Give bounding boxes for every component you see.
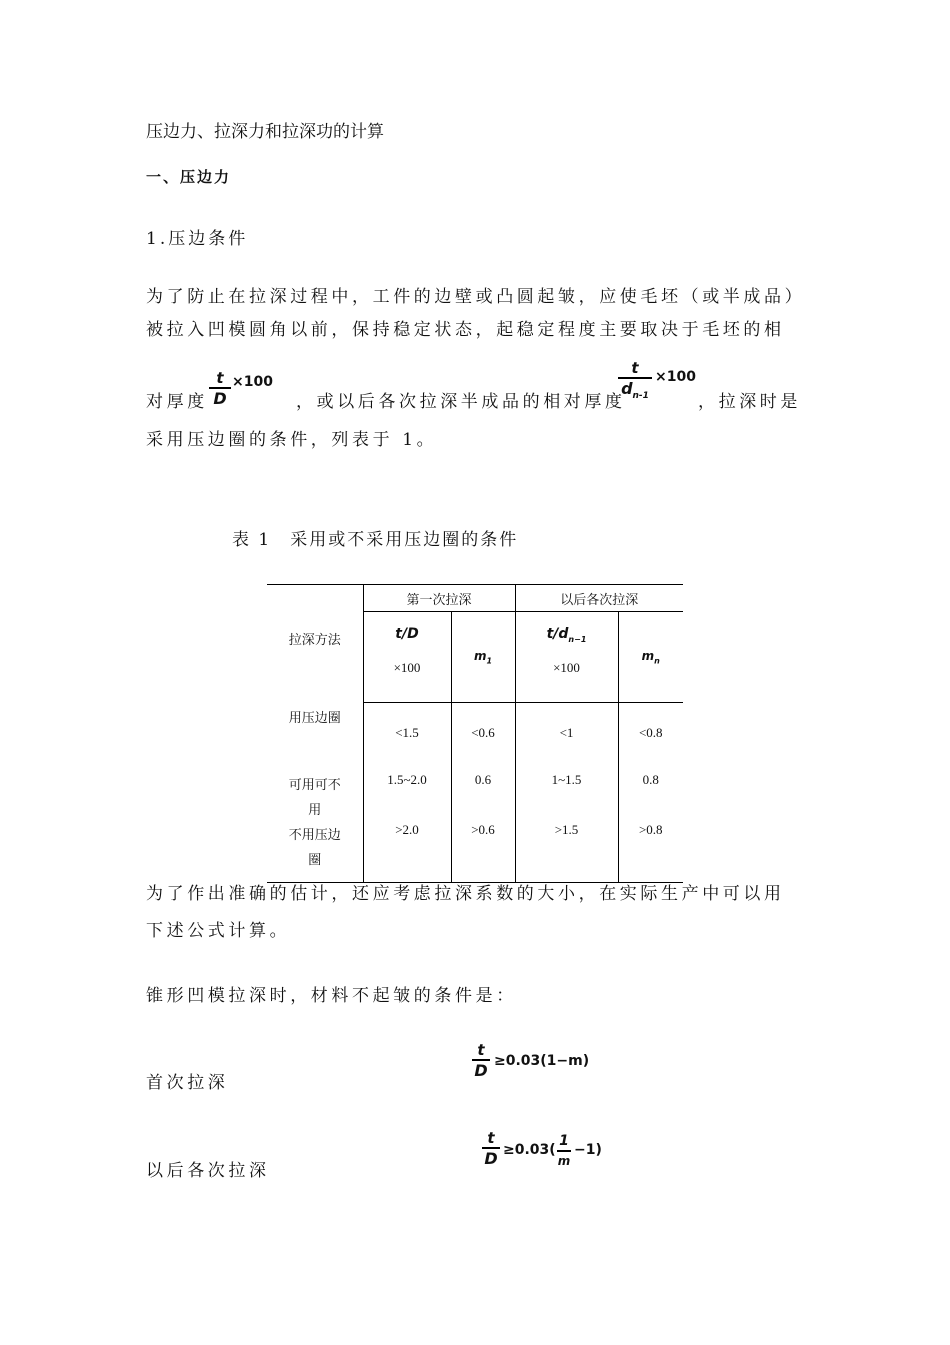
col-header-m1	[451, 612, 515, 703]
formula-4-numerator: t	[487, 1129, 495, 1147]
formula-1-numerator: t	[216, 369, 224, 387]
formula-1-multiplier: ×100	[232, 374, 273, 390]
col-header-t-over-dn1	[515, 612, 618, 703]
formula-4-inner-denominator: m	[557, 1154, 571, 1168]
value-cell: >0.8	[618, 822, 683, 883]
m1-subscript: 1	[486, 656, 493, 666]
formula-4-inner-numerator: 1	[559, 1133, 569, 1149]
group-header-later-label: 以后各次拉深	[560, 591, 639, 607]
mn-symbol: m	[641, 649, 655, 664]
group-header-first	[363, 585, 515, 612]
group-header-later	[515, 585, 683, 612]
formula-2-numerator: t	[631, 359, 639, 377]
value-cell: <0.8	[638, 725, 663, 740]
formula-4-inner-fraction	[557, 1133, 571, 1171]
paragraph-1-line-4: 采用压边圈的条件，列表于 1。	[146, 430, 438, 450]
formula-2-den-symbol: d	[621, 379, 633, 398]
t-over-dn1-symbol: t/d	[546, 626, 569, 642]
value-cell: >0.6	[451, 822, 515, 883]
later-draw-label: 以后各次拉深	[146, 1161, 270, 1181]
col-header-mn	[618, 612, 683, 703]
method-label-cont: 圈	[308, 852, 322, 867]
formula-3-denominator: D	[474, 1061, 488, 1080]
press-ring-conditions-table	[267, 584, 683, 883]
value-cell: 0.8	[642, 772, 659, 787]
t-over-d-multiplier: ×100	[393, 660, 421, 675]
method-cell	[267, 772, 363, 822]
method-header: 拉深方法	[288, 632, 341, 647]
first-draw-label: 首次拉深	[146, 1073, 229, 1093]
value-cell: <1	[515, 703, 618, 773]
paragraph-1-line-3c: ，拉深时是	[698, 392, 801, 412]
formula-2-den-subscript: n-1	[632, 391, 649, 402]
paragraph-1-line-3b: ，或以后各次拉深半成品的相对厚度	[296, 392, 626, 412]
method-label-cont: 用	[308, 802, 322, 817]
section-heading: 一、压边力	[146, 168, 232, 186]
table-row	[267, 703, 683, 773]
value-cell: 1~1.5	[515, 772, 618, 822]
mn-subscript: n	[654, 656, 660, 666]
paragraph-1-line-3a: 对厚度	[146, 392, 208, 412]
t-over-dn1-subscript: n−1	[568, 634, 587, 644]
t-over-dn1-multiplier: ×100	[553, 659, 580, 675]
relative-thickness-formula-2	[618, 360, 652, 406]
paragraph-1-line-2: 被拉入凹模圆角以前，保持稳定状态，起稳定程度主要取决于毛坯的相	[146, 320, 785, 340]
first-draw-formula	[472, 1042, 490, 1080]
document-title: 压边力、拉深力和拉深功的计算	[146, 122, 384, 142]
method-cell	[267, 703, 363, 773]
method-label: 不用压边	[288, 827, 341, 842]
method-label: 用压边圈	[288, 709, 341, 725]
paragraph-1-line-1: 为了防止在拉深过程中，工件的边壁或凸圆起皱，应使毛坯（或半成品）	[146, 287, 806, 307]
later-draw-formula	[482, 1130, 500, 1168]
table-caption: 表 1 采用或不采用压边圈的条件	[232, 530, 519, 550]
paragraph-2-line-2: 下述公式计算。	[146, 921, 291, 941]
paragraph-2-line-1: 为了作出准确的估计，还应考虑拉深系数的大小，在实际生产中可以用	[146, 884, 785, 904]
value-cell: >2.0	[363, 822, 451, 883]
subsection-heading: 1.压边条件	[146, 229, 249, 249]
t-over-d-symbol: t/D	[395, 626, 419, 642]
value-cell: <0.6	[451, 703, 515, 773]
formula-1-denominator: D	[213, 389, 227, 408]
formula-4-denominator: D	[484, 1149, 498, 1168]
col-header-t-over-d	[363, 612, 451, 703]
formula-4-rest-b: −1)	[574, 1142, 602, 1158]
method-cell	[267, 822, 363, 883]
value-cell: <1.5	[363, 703, 451, 773]
formula-3-rest: ≥0.03(1−m)	[494, 1053, 590, 1069]
m1-symbol: m	[473, 649, 487, 664]
table-row	[267, 772, 683, 822]
value-cell: 1.5~2.0	[363, 772, 451, 822]
formula-4-rest-a: ≥0.03(	[503, 1142, 556, 1158]
formula-2-denominator	[621, 379, 649, 406]
table-row	[267, 822, 683, 883]
group-header-first-label: 第一次拉深	[406, 591, 472, 607]
formula-2-multiplier: ×100	[655, 369, 696, 385]
method-header-cell	[267, 585, 363, 703]
value-cell: 0.6	[451, 772, 515, 822]
relative-thickness-formula-1	[209, 370, 231, 408]
paragraph-3: 锥形凹模拉深时，材料不起皱的条件是：	[146, 986, 517, 1006]
value-cell: >1.5	[515, 822, 618, 883]
method-label: 可用可不	[288, 777, 341, 792]
formula-3-numerator: t	[477, 1041, 485, 1059]
